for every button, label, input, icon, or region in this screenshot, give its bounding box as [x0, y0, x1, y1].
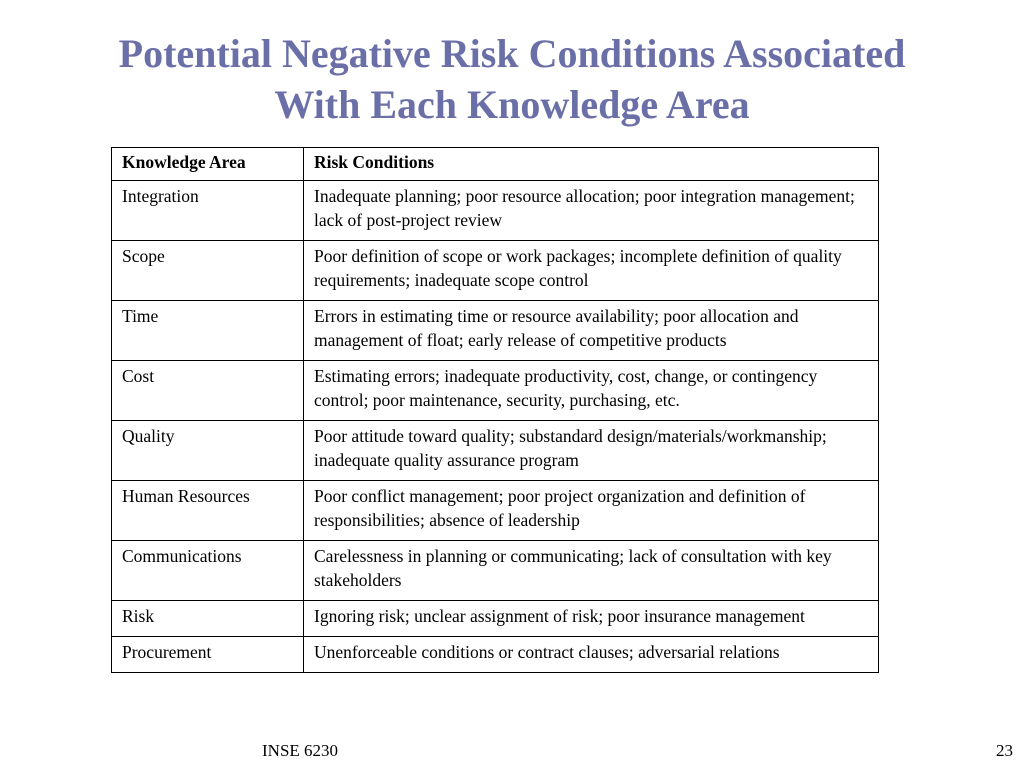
- table-row: [112, 601, 879, 637]
- slide-title-line-1: Potential Negative Risk Conditions Associated: [118, 31, 906, 76]
- knowledge-area-cell: Human Resources: [112, 481, 304, 541]
- table-row: [112, 241, 879, 301]
- risk-conditions-cell: Unenforceable conditions or contract clauses; adversarial relations: [304, 637, 879, 673]
- slide-title: [20, 28, 1004, 130]
- risk-conditions-cell: Estimating errors; inadequate productivity, cost, change, or contingency control; poor maintenance, security, purchasing, etc.: [304, 361, 879, 421]
- risk-conditions-cell: Poor attitude toward quality; substandard design/materials/workmanship; inadequate quality assurance program: [304, 421, 879, 481]
- knowledge-area-cell: Time: [112, 301, 304, 361]
- risk-conditions-cell: Poor definition of scope or work packages; incomplete definition of quality requirements; inadequate scope control: [304, 241, 879, 301]
- table-header-row: [112, 148, 879, 181]
- footer-page-number: 23: [996, 741, 1013, 760]
- knowledge-area-cell: Quality: [112, 421, 304, 481]
- table-row: [112, 181, 879, 241]
- risk-conditions-table: [111, 147, 879, 673]
- table-row: [112, 637, 879, 673]
- knowledge-area-cell: Cost: [112, 361, 304, 421]
- knowledge-area-cell: Integration: [112, 181, 304, 241]
- risk-conditions-cell: Ignoring risk; unclear assignment of risk; poor insurance management: [304, 601, 879, 637]
- knowledge-area-cell: Procurement: [112, 637, 304, 673]
- header-knowledge-area: Knowledge Area: [112, 148, 304, 181]
- knowledge-area-cell: Scope: [112, 241, 304, 301]
- footer-course-code: INSE 6230: [262, 741, 339, 760]
- table-row: [112, 481, 879, 541]
- risk-conditions-cell: Errors in estimating time or resource availability; poor allocation and management of float; early release of competitive products: [304, 301, 879, 361]
- table-row: [112, 541, 879, 601]
- table-row: [112, 421, 879, 481]
- risk-conditions-cell: Carelessness in planning or communicating; lack of consultation with key stakeholders: [304, 541, 879, 601]
- knowledge-area-cell: Risk: [112, 601, 304, 637]
- table-row: [112, 301, 879, 361]
- table-row: [112, 361, 879, 421]
- slide-title-line-2: With Each Knowledge Area: [274, 82, 750, 127]
- header-risk-conditions: Risk Conditions: [304, 148, 879, 181]
- risk-conditions-cell: Poor conflict management; poor project organization and definition of responsibilities; absence of leadership: [304, 481, 879, 541]
- risk-conditions-cell: Inadequate planning; poor resource allocation; poor integration management; lack of post-project review: [304, 181, 879, 241]
- knowledge-area-cell: Communications: [112, 541, 304, 601]
